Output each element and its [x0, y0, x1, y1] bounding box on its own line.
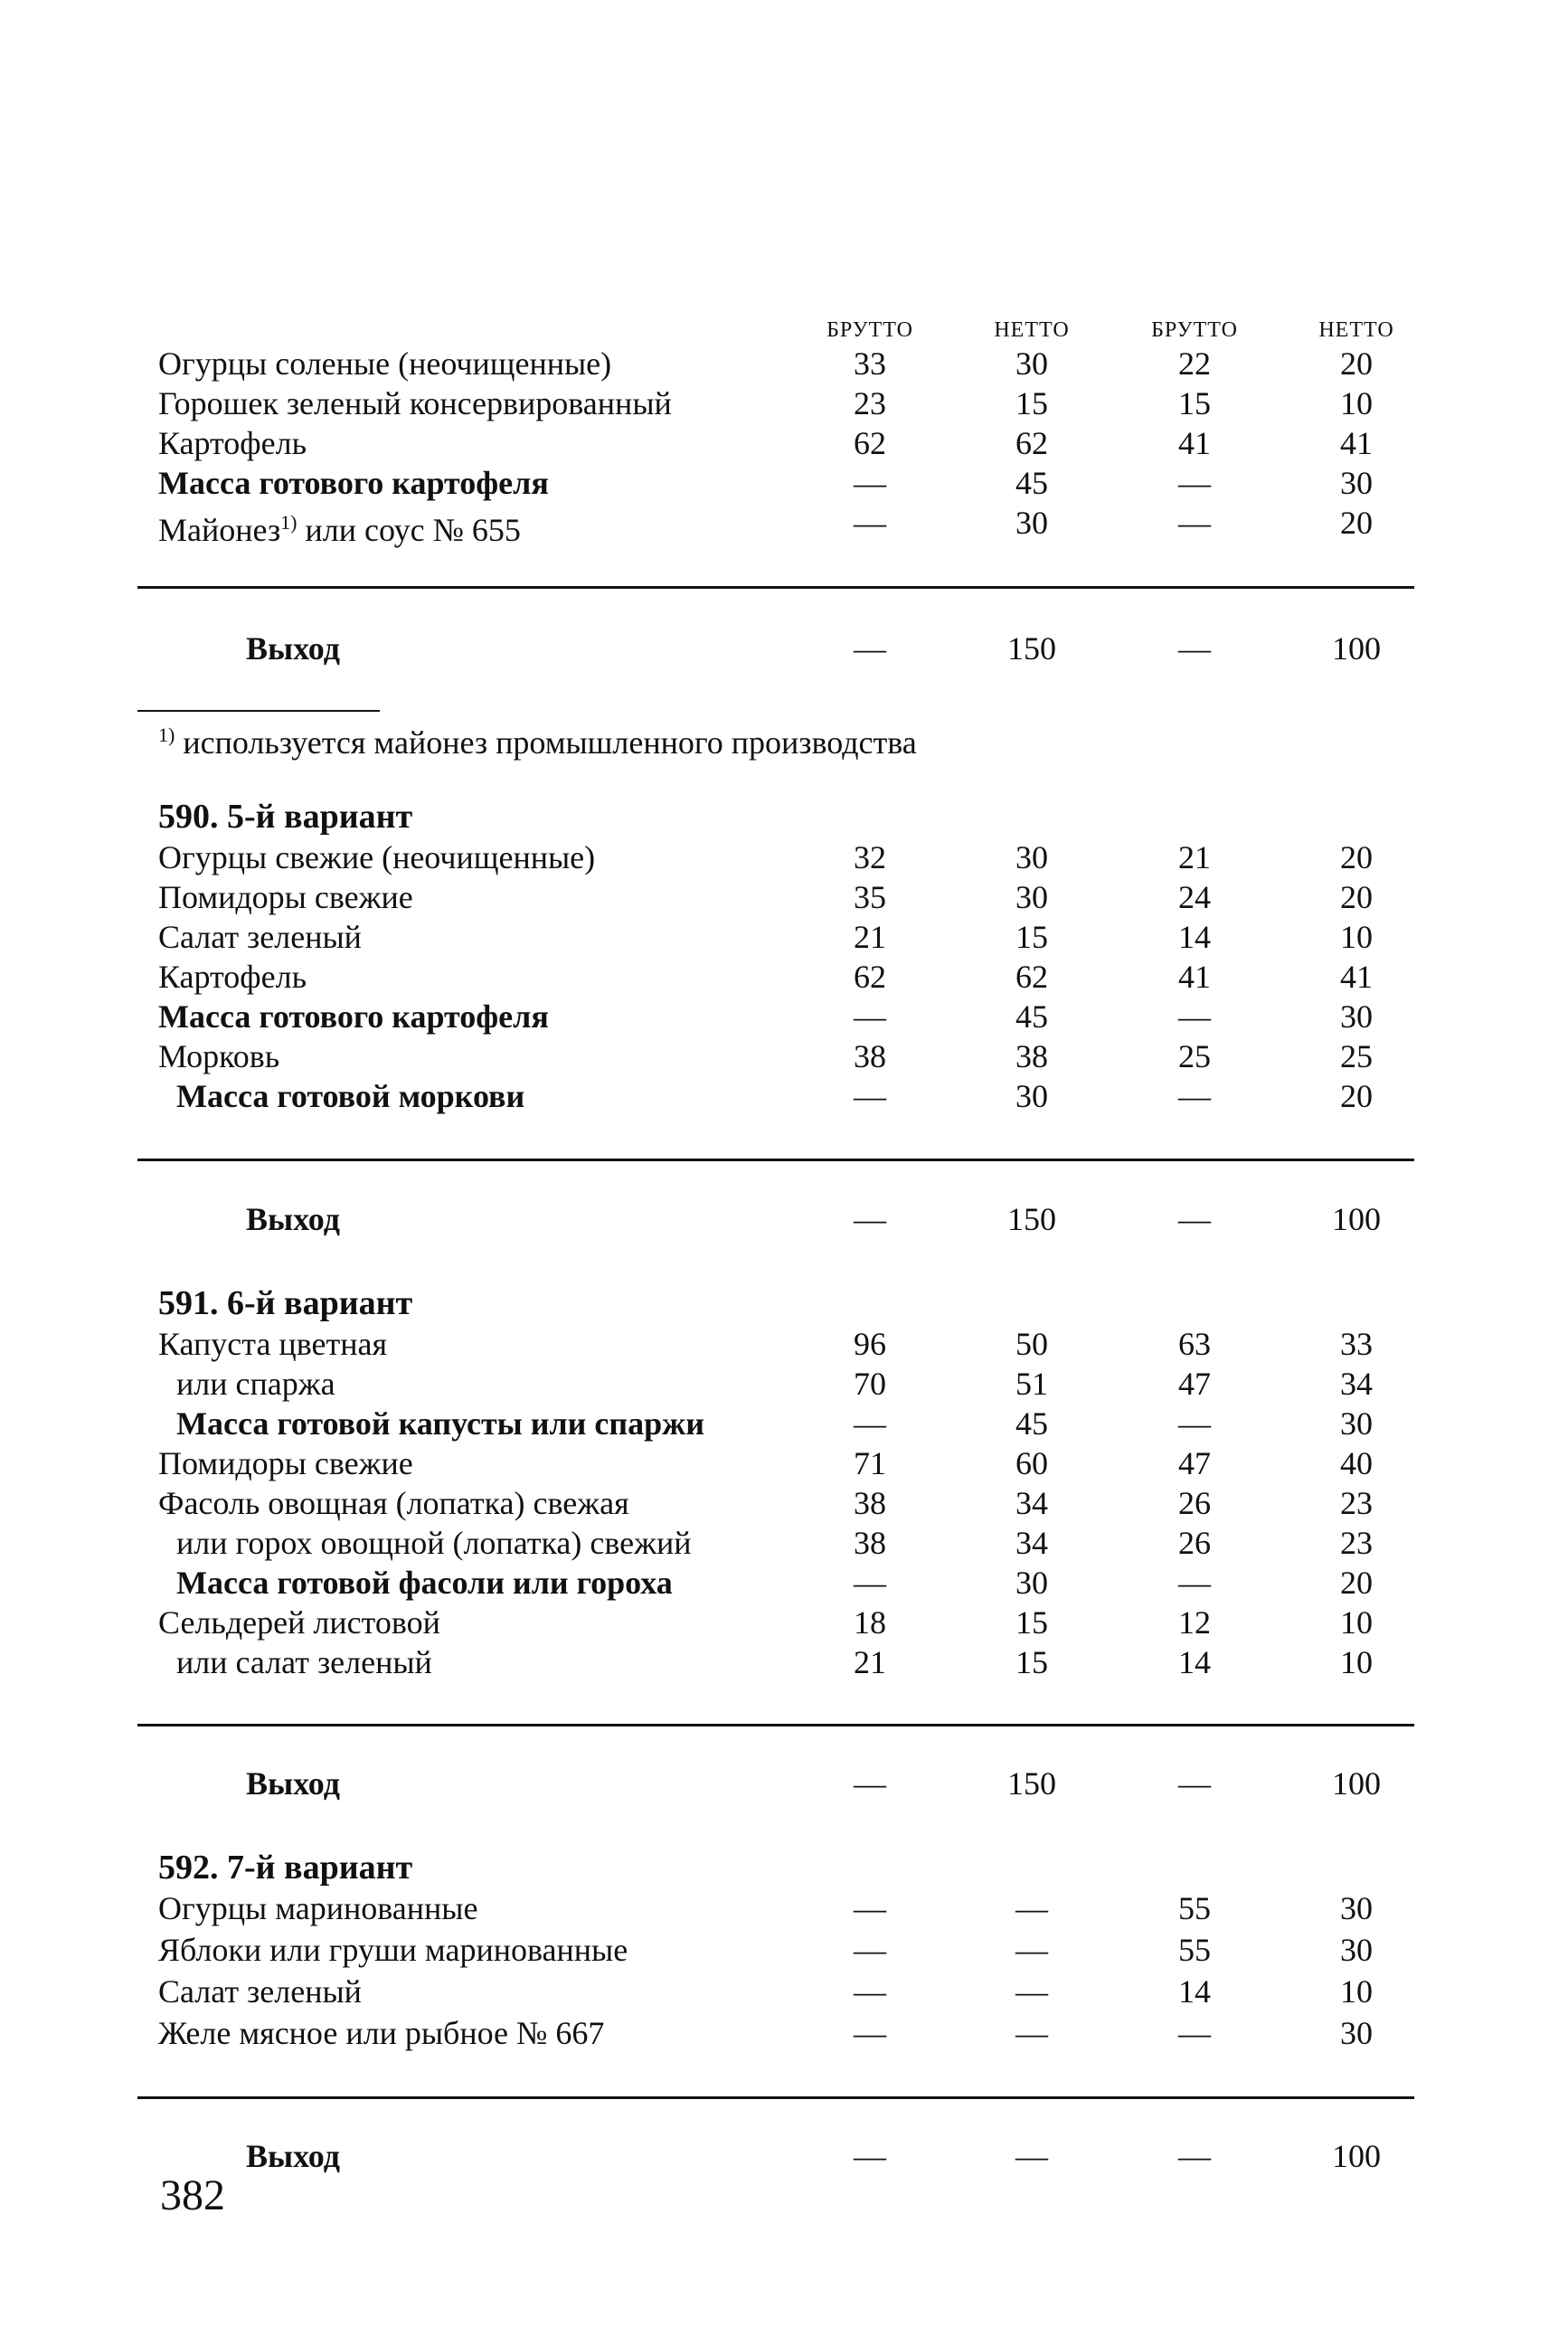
table-row — [0, 1443, 1568, 1483]
row-label: Капуста цветная — [158, 1326, 388, 1362]
table-row — [0, 1603, 1568, 1642]
cell-brutto-2: — — [1178, 998, 1211, 1035]
cell-netto-2: 25 — [1340, 1038, 1373, 1074]
cell-netto-2: 23 — [1340, 1525, 1373, 1561]
cell-brutto-1: — — [854, 505, 886, 541]
cell-brutto-1: — — [854, 630, 886, 667]
cell-brutto-1: 70 — [854, 1366, 886, 1402]
table-row — [0, 1364, 1568, 1404]
output-row — [0, 2136, 1568, 2176]
cell-netto-2: 20 — [1340, 839, 1373, 875]
cell-brutto-1: 38 — [854, 1038, 886, 1074]
table-row — [0, 503, 1568, 548]
cell-netto-1: 30 — [1015, 345, 1048, 382]
divider — [137, 2096, 1414, 2099]
cell-brutto-1: 21 — [854, 1644, 886, 1680]
row-label: Салат зеленый — [158, 1973, 362, 2010]
row-label: или спаржа — [176, 1366, 335, 1402]
footnote-mark: 1) — [158, 724, 175, 746]
cell-netto-1: 150 — [1007, 630, 1056, 667]
output-row — [0, 1764, 1568, 1803]
header-netto-2: НЕТТО — [1318, 318, 1394, 342]
cell-netto-2: 30 — [1340, 998, 1373, 1035]
cell-brutto-2: 55 — [1178, 1890, 1211, 1926]
row-label: Желе мясное или рыбное № 667 — [158, 2015, 605, 2051]
cell-netto-2: 30 — [1340, 2015, 1373, 2051]
row-label: Масса готового картофеля — [158, 465, 549, 501]
row-label: Помидоры свежие — [158, 1445, 413, 1481]
cell-netto-2: 40 — [1340, 1445, 1373, 1481]
output-row — [0, 629, 1568, 668]
cell-brutto-1: — — [854, 1765, 886, 1802]
table-row — [0, 383, 1568, 423]
cell-brutto-1: — — [854, 2015, 886, 2051]
cell-netto-2: 100 — [1332, 2138, 1381, 2174]
row-label: Картофель — [158, 425, 307, 461]
cell-netto-2: 20 — [1340, 505, 1373, 541]
cell-brutto-2: 26 — [1178, 1485, 1211, 1521]
table-row — [0, 1036, 1568, 1076]
column-headers — [0, 317, 1568, 344]
cell-netto-2: 100 — [1332, 630, 1381, 667]
cell-netto-1: 34 — [1015, 1525, 1048, 1561]
cell-netto-1: 60 — [1015, 1445, 1048, 1481]
cell-brutto-2: 21 — [1178, 839, 1211, 875]
cell-brutto-2: 22 — [1178, 345, 1211, 382]
cell-brutto-1: — — [854, 1973, 886, 2010]
divider — [137, 1724, 1414, 1726]
output-label: Выход — [246, 630, 340, 667]
cell-brutto-1: 18 — [854, 1604, 886, 1641]
row-label: Картофель — [158, 959, 307, 995]
cell-brutto-1: 71 — [854, 1445, 886, 1481]
cell-brutto-2: 55 — [1178, 1932, 1211, 1968]
cell-netto-1: 50 — [1015, 1326, 1048, 1362]
header-brutto-2: БРУТТО — [1151, 318, 1238, 342]
divider — [137, 1159, 1414, 1161]
section-title: 591. 6-й вариант — [158, 1284, 413, 1322]
table-row — [0, 2013, 1568, 2053]
cell-netto-2: 100 — [1332, 1765, 1381, 1802]
output-label: Выход — [246, 1765, 340, 1802]
cell-brutto-2: 14 — [1178, 919, 1211, 955]
cell-brutto-1: — — [854, 1201, 886, 1237]
table-row — [0, 423, 1568, 463]
cell-netto-1: 30 — [1015, 505, 1048, 541]
row-label: Масса готовой фасоли или гороха — [176, 1565, 673, 1601]
cell-netto-2: 41 — [1340, 959, 1373, 995]
cell-brutto-2: 14 — [1178, 1973, 1211, 2010]
cell-brutto-1: 96 — [854, 1326, 886, 1362]
cell-netto-2: 20 — [1340, 1565, 1373, 1601]
cell-brutto-1: 35 — [854, 879, 886, 915]
cell-netto-2: 20 — [1340, 1078, 1373, 1114]
cell-brutto-2: — — [1178, 1405, 1211, 1442]
cell-brutto-1: — — [854, 465, 886, 501]
cell-brutto-2: 41 — [1178, 425, 1211, 461]
cell-netto-1: — — [1015, 1973, 1048, 2010]
row-label: Огурцы соленые (неочищенные) — [158, 345, 612, 382]
table-row — [0, 1404, 1568, 1443]
cell-netto-2: 20 — [1340, 879, 1373, 915]
row-label: или салат зеленый — [176, 1644, 432, 1680]
table-row — [0, 877, 1568, 917]
cell-brutto-2: — — [1178, 1078, 1211, 1114]
cell-brutto-2: — — [1178, 1765, 1211, 1802]
cell-netto-1: 150 — [1007, 1765, 1056, 1802]
cell-netto-2: 30 — [1340, 1405, 1373, 1442]
row-label: Фасоль овощная (лопатка) свежая — [158, 1485, 629, 1521]
row-label: Салат зеленый — [158, 919, 362, 955]
cell-brutto-2: 47 — [1178, 1366, 1211, 1402]
cell-netto-1: 30 — [1015, 879, 1048, 915]
header-brutto-1: БРУТТО — [827, 318, 913, 342]
cell-netto-1: 38 — [1015, 1038, 1048, 1074]
cell-netto-2: 10 — [1340, 385, 1373, 421]
divider — [137, 586, 1414, 589]
cell-netto-1: 15 — [1015, 1604, 1048, 1641]
cell-brutto-1: — — [854, 1890, 886, 1926]
cell-netto-1: 62 — [1015, 425, 1048, 461]
table-row — [0, 957, 1568, 997]
table-row — [0, 1930, 1568, 1970]
cell-brutto-2: — — [1178, 1565, 1211, 1601]
cell-netto-1: 45 — [1015, 998, 1048, 1035]
table-row — [0, 463, 1568, 503]
cell-netto-2: 30 — [1340, 465, 1373, 501]
footnote-text: используется майонез промышленного производства — [175, 724, 917, 761]
table-row — [0, 1324, 1568, 1364]
cell-netto-2: 23 — [1340, 1485, 1373, 1521]
cell-brutto-2: 25 — [1178, 1038, 1211, 1074]
cell-netto-1: — — [1015, 2015, 1048, 2051]
cell-netto-2: 10 — [1340, 1604, 1373, 1641]
cell-netto-2: 41 — [1340, 425, 1373, 461]
cell-netto-1: 150 — [1007, 1201, 1056, 1237]
row-label: Яблоки или груши маринованные — [158, 1932, 628, 1968]
cell-netto-1: 15 — [1015, 1644, 1048, 1680]
cell-netto-1: — — [1015, 1932, 1048, 1968]
cell-brutto-2: — — [1178, 2138, 1211, 2174]
cell-netto-1: 45 — [1015, 465, 1048, 501]
table-row — [0, 1483, 1568, 1523]
table-row — [0, 997, 1568, 1036]
cell-brutto-2: 41 — [1178, 959, 1211, 995]
row-label: Морковь — [158, 1038, 280, 1074]
row-label-main: Майонез — [158, 512, 281, 548]
page-number: 382 — [160, 2171, 225, 2219]
cell-brutto-1: 62 — [854, 425, 886, 461]
section-title: 592. 7-й вариант — [158, 1849, 413, 1887]
cell-netto-2: 10 — [1340, 919, 1373, 955]
cell-brutto-2: — — [1178, 1201, 1211, 1237]
cell-brutto-2: — — [1178, 630, 1211, 667]
cell-brutto-1: 33 — [854, 345, 886, 382]
cell-netto-1: — — [1015, 1890, 1048, 1926]
cell-netto-2: 10 — [1340, 1973, 1373, 2010]
table-row — [0, 1972, 1568, 2011]
cell-netto-2: 10 — [1340, 1644, 1373, 1680]
cell-brutto-2: 47 — [1178, 1445, 1211, 1481]
footnote-marker: 1) — [280, 511, 298, 534]
section-title: 590. 5-й вариант — [158, 798, 413, 836]
cell-brutto-1: — — [854, 1078, 886, 1114]
cell-netto-1: 62 — [1015, 959, 1048, 995]
footnote — [158, 715, 917, 762]
output-row — [0, 1199, 1568, 1239]
cell-brutto-1: 23 — [854, 385, 886, 421]
row-label: Масса готовой моркови — [176, 1078, 525, 1114]
table-row — [0, 1076, 1568, 1116]
cell-brutto-1: 21 — [854, 919, 886, 955]
cell-netto-2: 100 — [1332, 1201, 1381, 1237]
output-label: Выход — [246, 2138, 340, 2174]
cell-netto-1: 45 — [1015, 1405, 1048, 1442]
cell-brutto-1: — — [854, 998, 886, 1035]
table-row — [0, 1523, 1568, 1563]
row-label: Огурцы свежие (неочищенные) — [158, 839, 596, 875]
cell-netto-2: 30 — [1340, 1932, 1373, 1968]
cell-netto-1: — — [1015, 2138, 1048, 2174]
cell-netto-1: 30 — [1015, 1078, 1048, 1114]
cell-netto-2: 33 — [1340, 1326, 1373, 1362]
table-row — [0, 344, 1568, 383]
cell-brutto-2: 26 — [1178, 1525, 1211, 1561]
cell-netto-1: 30 — [1015, 839, 1048, 875]
cell-brutto-1: — — [854, 1565, 886, 1601]
row-label: Помидоры свежие — [158, 879, 413, 915]
cell-brutto-1: — — [854, 1405, 886, 1442]
cell-netto-1: 51 — [1015, 1366, 1048, 1402]
cell-netto-1: 15 — [1015, 385, 1048, 421]
cell-brutto-1: 38 — [854, 1525, 886, 1561]
table-row — [0, 917, 1568, 957]
row-label: Сельдерей листовой — [158, 1604, 440, 1641]
row-label: или горох овощной (лопатка) свежий — [176, 1525, 692, 1561]
cell-brutto-2: 12 — [1178, 1604, 1211, 1641]
cell-brutto-2: 15 — [1178, 385, 1211, 421]
row-label: Огурцы маринованные — [158, 1890, 478, 1926]
cell-brutto-2: 14 — [1178, 1644, 1211, 1680]
cell-brutto-1: 38 — [854, 1485, 886, 1521]
cell-netto-1: 30 — [1015, 1565, 1048, 1601]
row-label: Масса готовой капусты или спаржи — [176, 1405, 704, 1442]
cell-brutto-1: — — [854, 2138, 886, 2174]
cell-brutto-2: — — [1178, 505, 1211, 541]
table-row — [0, 837, 1568, 877]
cell-brutto-2: 63 — [1178, 1326, 1211, 1362]
cell-brutto-2: 24 — [1178, 879, 1211, 915]
cell-netto-2: 34 — [1340, 1366, 1373, 1402]
header-netto-1: НЕТТО — [994, 318, 1070, 342]
footnote-rule — [137, 710, 380, 712]
row-label: Масса готового картофеля — [158, 998, 549, 1035]
cell-brutto-1: — — [854, 1932, 886, 1968]
cell-netto-2: 30 — [1340, 1890, 1373, 1926]
output-label: Выход — [246, 1201, 340, 1237]
cell-netto-1: 34 — [1015, 1485, 1048, 1521]
table-row — [0, 1888, 1568, 1928]
row-label-rest: или соус № 655 — [297, 512, 521, 548]
cell-brutto-1: 62 — [854, 959, 886, 995]
cell-brutto-1: 32 — [854, 839, 886, 875]
cell-netto-1: 15 — [1015, 919, 1048, 955]
cell-brutto-2: — — [1178, 2015, 1211, 2051]
cell-netto-2: 20 — [1340, 345, 1373, 382]
table-row — [0, 1642, 1568, 1682]
row-label: Горошек зеленый консервированный — [158, 385, 672, 421]
table-row — [0, 1563, 1568, 1603]
row-label — [158, 503, 521, 550]
cell-brutto-2: — — [1178, 465, 1211, 501]
